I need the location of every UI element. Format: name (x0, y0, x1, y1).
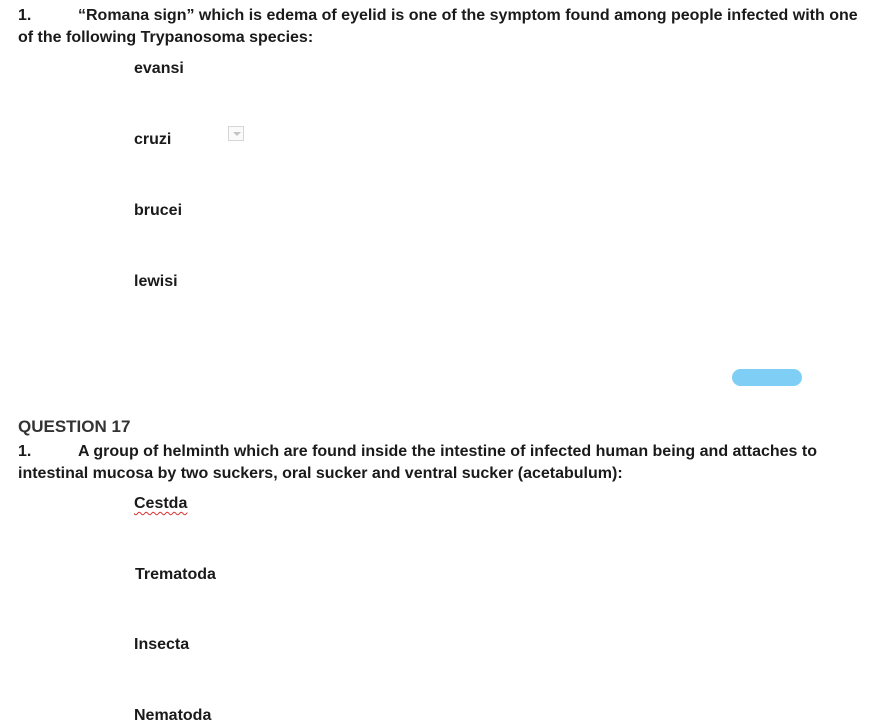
q17-option-insecta[interactable]: Insecta (134, 636, 190, 653)
q17-option-nematoda[interactable]: Nematoda (134, 707, 212, 724)
redaction-mark (732, 369, 802, 386)
q17-option-cestda[interactable]: Cestda (134, 495, 188, 512)
question-1-number: 1. (18, 7, 32, 24)
q1-option-evansi[interactable]: evansi (134, 60, 184, 77)
q1-option-lewisi[interactable]: lewisi (134, 273, 178, 290)
question-1-stem (18, 5, 858, 49)
chevron-down-icon[interactable] (228, 126, 244, 141)
question-17-heading: QUESTION 17 (18, 417, 131, 436)
q1-option-cruzi[interactable]: cruzi (134, 131, 172, 148)
question-1-text: “Romana sign” which is edema of eyelid is one of the symptom found among people infected with one of the following Trypanosoma species: (18, 7, 858, 46)
q1-option-brucei[interactable]: brucei (134, 202, 183, 219)
q17-option-trematoda[interactable]: Trematoda (135, 566, 216, 583)
question-17-number: 1. (18, 443, 32, 460)
question-17-text: A group of helminth which are found inside the intestine of infected human being and attaches to intestinal mucosa by two suckers, oral sucker and ventral sucker (acetabulum): (18, 443, 817, 482)
question-17-stem (18, 441, 858, 485)
